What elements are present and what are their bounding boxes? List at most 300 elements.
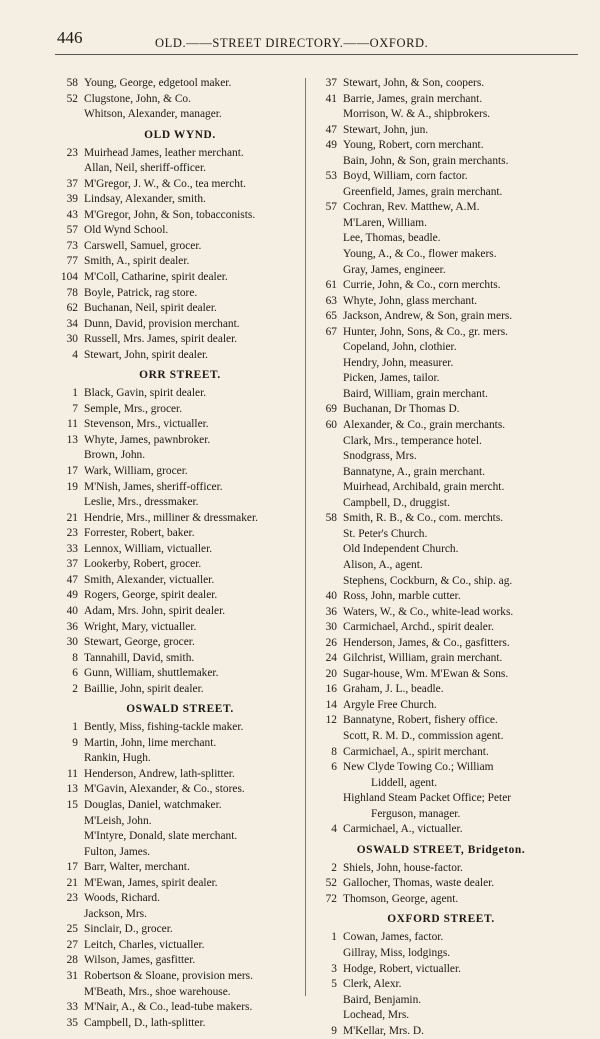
directory-entry xyxy=(314,876,568,892)
directory-entry xyxy=(55,1016,305,1032)
entry-text: Shiels, John, house-factor. xyxy=(343,861,463,874)
house-number xyxy=(55,829,78,845)
house-number xyxy=(314,371,337,387)
entry-text: Greenfield, James, grain merchant. xyxy=(343,185,503,198)
page-number: 446 xyxy=(57,28,83,47)
house-number: 12 xyxy=(325,714,337,727)
entry-text: M'Nish, James, sheriff-officer. xyxy=(84,480,223,493)
directory-entry xyxy=(55,317,305,333)
directory-entry xyxy=(55,922,305,938)
entry-text: Scott, R. M. D., commission agent. xyxy=(343,729,504,742)
house-number xyxy=(55,751,78,767)
entry-text: Clerk, Alexr. xyxy=(343,978,402,991)
entry-text: Picken, James, tailor. xyxy=(343,372,440,385)
directory-entry xyxy=(55,254,305,270)
entry-text: Gillray, Miss, lodgings. xyxy=(343,946,451,959)
house-number: 9 xyxy=(72,736,78,749)
entry-text: Tannahill, David, smith. xyxy=(84,651,195,664)
directory-entry xyxy=(55,208,305,224)
house-number xyxy=(314,480,337,496)
directory-entry xyxy=(314,930,568,946)
entry-text: Lookerby, Robert, grocer. xyxy=(84,558,202,571)
directory-entry xyxy=(55,161,305,177)
house-number xyxy=(314,434,337,450)
entry-text: Smith, R. B., & Co., com. merchts. xyxy=(343,512,504,525)
house-number: 31 xyxy=(66,969,78,982)
house-number: 37 xyxy=(325,77,337,89)
entry-text: Bain, John, & Son, grain merchants. xyxy=(343,154,509,167)
house-number: 53 xyxy=(325,170,337,183)
directory-entry xyxy=(314,574,568,590)
house-number xyxy=(55,814,78,830)
entry-text: Henderson, Andrew, lath-splitter. xyxy=(84,767,235,780)
directory-entry xyxy=(55,736,305,752)
column-divider xyxy=(305,78,306,996)
directory-entry xyxy=(314,185,568,201)
entry-text: Hendry, John, measurer. xyxy=(343,356,454,369)
directory-entry xyxy=(55,433,305,449)
entry-text: Old Wynd School. xyxy=(84,224,169,237)
entry-text: Stewart, John, & Son, coopers. xyxy=(343,77,485,89)
entry-text: Liddell, agent. xyxy=(371,776,438,789)
house-number xyxy=(314,776,337,792)
directory-entry xyxy=(314,589,568,605)
street-heading: OSWALD STREET. xyxy=(126,703,234,716)
house-number: 17 xyxy=(66,465,78,478)
house-number xyxy=(314,1008,337,1024)
house-number xyxy=(314,247,337,263)
house-number: 27 xyxy=(66,938,78,951)
entry-text: Campbell, D., lath-splitter. xyxy=(84,1016,206,1029)
house-number: 6 xyxy=(72,667,78,680)
directory-entry xyxy=(55,348,305,364)
entry-text: Sugar-house, Wm. M'Ewan & Sons. xyxy=(343,667,509,680)
directory-entry xyxy=(314,511,568,527)
directory-entry xyxy=(55,767,305,783)
house-number: 8 xyxy=(72,651,78,664)
house-number xyxy=(55,495,78,511)
directory-entry xyxy=(55,891,305,907)
directory-entry xyxy=(55,402,305,418)
directory-entry xyxy=(314,605,568,621)
house-number: 43 xyxy=(66,208,78,221)
directory-entry xyxy=(55,720,305,736)
house-number: 4 xyxy=(72,348,78,361)
house-number: 39 xyxy=(66,193,78,206)
entry-text: Smith, A., spirit dealer. xyxy=(84,255,190,268)
directory-entry xyxy=(314,340,568,356)
house-number: 63 xyxy=(325,294,337,307)
house-number: 62 xyxy=(66,302,78,315)
directory-entry xyxy=(55,301,305,317)
street-heading: OSWALD STREET, Bridgeton. xyxy=(356,843,526,856)
house-number xyxy=(314,729,337,745)
entry-text: Black, Gavin, spirit dealer. xyxy=(84,387,207,400)
house-number xyxy=(314,993,337,1009)
directory-entry xyxy=(55,985,305,1001)
entry-text: Buchanan, Dr Thomas D. xyxy=(343,403,460,416)
entry-text: Young, Robert, corn merchant. xyxy=(343,139,484,152)
directory-entry xyxy=(314,107,568,123)
house-number: 36 xyxy=(66,620,78,633)
directory-entry xyxy=(314,667,568,683)
entry-text: Alison, A., agent. xyxy=(343,558,423,571)
house-number xyxy=(55,985,78,1001)
house-number: 34 xyxy=(66,317,78,330)
house-number: 5 xyxy=(331,978,337,991)
entry-text: Barr, Walter, merchant. xyxy=(84,861,190,874)
directory-entry xyxy=(314,558,568,574)
house-number: 30 xyxy=(66,636,78,649)
entry-text: Baird, William, grain merchant. xyxy=(343,387,488,400)
house-number xyxy=(314,340,337,356)
entry-text: Graham, J. L., beadle. xyxy=(343,683,444,696)
street-heading: ORR STREET. xyxy=(139,369,221,382)
directory-entry xyxy=(55,526,305,542)
house-number: 61 xyxy=(325,279,337,292)
directory-entry xyxy=(55,464,305,480)
directory-entry xyxy=(55,332,305,348)
entry-text: Carmichael, A., victualler. xyxy=(343,823,463,836)
entry-text: Alexander, & Co., grain merchants. xyxy=(343,419,506,432)
house-number xyxy=(314,465,337,481)
house-number xyxy=(314,154,337,170)
entry-text: Muirhead, Archibald, grain mercht. xyxy=(343,481,505,494)
directory-entry xyxy=(314,977,568,993)
house-number: 40 xyxy=(66,604,78,617)
house-number: 37 xyxy=(66,558,78,571)
directory-entry xyxy=(55,223,305,239)
house-number xyxy=(314,496,337,512)
running-head: OLD.——STREET DIRECTORY.——OXFORD. xyxy=(155,36,429,50)
directory-entry xyxy=(314,861,568,877)
directory-entry xyxy=(314,418,568,434)
house-number: 30 xyxy=(66,333,78,346)
entry-text: Hunter, John, Sons, & Co., gr. mers. xyxy=(343,325,509,338)
entry-text: Cochran, Rev. Matthew, A.M. xyxy=(343,201,480,214)
entry-text: Lennox, William, victualler. xyxy=(84,542,213,555)
directory-entry xyxy=(314,92,568,108)
house-number: 7 xyxy=(72,402,78,415)
directory-entry xyxy=(314,946,568,962)
directory-entry xyxy=(314,169,568,185)
entry-text: Robertson & Sloane, provision mers. xyxy=(84,969,253,982)
entry-text: New Clyde Towing Co.; William xyxy=(343,761,494,774)
house-number: 3 xyxy=(331,962,337,975)
house-number: 23 xyxy=(66,146,78,159)
entry-text: Clark, Mrs., temperance hotel. xyxy=(343,434,482,447)
entry-text: Stewart, George, grocer. xyxy=(84,636,195,649)
directory-entry xyxy=(314,698,568,714)
directory-entry xyxy=(314,247,568,263)
directory-entry xyxy=(314,434,568,450)
directory-entry xyxy=(55,588,305,604)
directory-entry xyxy=(55,270,305,286)
entry-text: Morrison, W. & A., shipbrokers. xyxy=(343,108,491,121)
house-number: 8 xyxy=(331,745,337,758)
directory-entry xyxy=(55,782,305,798)
entry-text: Cowan, James, factor. xyxy=(343,931,444,944)
entry-text: Whyte, John, glass merchant. xyxy=(343,294,478,307)
entry-text: M'Nair, A., & Co., lead-tube makers. xyxy=(84,1001,253,1014)
directory-entry xyxy=(55,92,305,108)
entry-text: Campbell, D., druggist. xyxy=(343,496,450,509)
directory-entry xyxy=(314,154,568,170)
directory-entry xyxy=(314,760,568,776)
directory-entry xyxy=(55,798,305,814)
house-number xyxy=(314,231,337,247)
house-number: 21 xyxy=(66,876,78,889)
directory-entry xyxy=(314,822,568,838)
house-number xyxy=(314,946,337,962)
entry-text: Stewart, John, jun. xyxy=(343,123,429,136)
directory-entry xyxy=(55,953,305,969)
directory-entry xyxy=(314,892,568,908)
entry-text: Wilson, James, gasfitter. xyxy=(84,954,196,967)
house-number xyxy=(314,387,337,403)
entry-text: M'Leish, John. xyxy=(84,814,152,827)
right-column xyxy=(314,76,568,1039)
directory-entry xyxy=(314,480,568,496)
house-number: 14 xyxy=(325,698,337,711)
entry-text: Whitson, Alexander, manager. xyxy=(84,108,222,121)
entry-text: Carmichael, A., spirit merchant. xyxy=(343,745,489,758)
directory-entry xyxy=(314,496,568,512)
directory-entry xyxy=(314,231,568,247)
entry-text: Snodgrass, Mrs. xyxy=(343,450,417,463)
entry-text: M'Gavin, Alexander, & Co., stores. xyxy=(84,783,245,796)
entry-text: Adam, Mrs. John, spirit dealer. xyxy=(84,604,226,617)
entry-text: Allan, Neil, sheriff-officer. xyxy=(84,162,206,175)
entry-text: Sinclair, D., grocer. xyxy=(84,923,173,936)
directory-entry xyxy=(55,480,305,496)
street-heading: OLD WYND. xyxy=(144,128,216,141)
house-number: 17 xyxy=(66,861,78,874)
entry-text: M'Gregor, John, & Son, tobacconists. xyxy=(84,208,256,221)
entry-text: Rankin, Hugh. xyxy=(84,752,151,765)
house-number: 73 xyxy=(66,239,78,252)
directory-entry xyxy=(55,651,305,667)
directory-entry xyxy=(314,776,568,792)
directory-entry xyxy=(314,123,568,139)
entry-text: Currie, John, & Co., corn merchts. xyxy=(343,279,501,292)
entry-text: Boyd, William, corn factor. xyxy=(343,170,468,183)
house-number: 72 xyxy=(325,892,337,905)
entry-text: Lindsay, Alexander, smith. xyxy=(84,193,206,206)
entry-text: Jackson, Mrs. xyxy=(84,907,147,920)
house-number: 69 xyxy=(325,403,337,416)
entry-text: Jackson, Andrew, & Son, grain mers. xyxy=(343,310,513,323)
entry-text: Carmichael, Archd., spirit dealer. xyxy=(343,621,494,634)
entry-text: M'Ewan, James, spirit dealer. xyxy=(84,876,218,889)
directory-entry xyxy=(55,557,305,573)
directory-entry xyxy=(314,325,568,341)
entry-text: Henderson, James, & Co., gasfitters. xyxy=(343,636,510,649)
directory-entry xyxy=(314,527,568,543)
house-number: 57 xyxy=(66,224,78,237)
entry-text: Waters, W., & Co., white-lead works. xyxy=(343,605,514,618)
directory-entry xyxy=(314,465,568,481)
directory-entry xyxy=(314,1024,568,1039)
directory-entry xyxy=(314,294,568,310)
directory-entry xyxy=(314,807,568,823)
left-column xyxy=(55,76,305,1031)
directory-entry xyxy=(314,200,568,216)
entry-text: Hodge, Robert, victualler. xyxy=(343,962,461,975)
entry-text: Smith, Alexander, victualler. xyxy=(84,573,215,586)
entry-text: Highland Steam Packet Office; Peter xyxy=(343,792,512,805)
house-number: 58 xyxy=(325,512,337,525)
entry-text: Stevenson, Mrs., victualler. xyxy=(84,418,209,431)
directory-entry xyxy=(55,417,305,433)
house-number xyxy=(314,807,337,823)
house-number: 15 xyxy=(66,798,78,811)
entry-text: Gilchrist, William, grain merchant. xyxy=(343,652,503,665)
house-number: 35 xyxy=(66,1016,78,1029)
directory-entry xyxy=(314,729,568,745)
house-number: 1 xyxy=(331,931,337,944)
directory-entry xyxy=(314,651,568,667)
entry-text: Argyle Free Church. xyxy=(343,698,437,711)
directory-entry xyxy=(314,962,568,978)
entry-text: Gray, James, engineer. xyxy=(343,263,446,276)
house-number: 49 xyxy=(325,139,337,152)
directory-entry xyxy=(314,263,568,279)
directory-entry xyxy=(55,386,305,402)
house-number: 49 xyxy=(66,589,78,602)
house-number: 41 xyxy=(325,92,337,105)
house-number: 28 xyxy=(66,954,78,967)
house-number: 11 xyxy=(67,767,78,780)
directory-entry xyxy=(55,829,305,845)
house-number xyxy=(314,263,337,279)
entry-text: Carswell, Samuel, grocer. xyxy=(84,239,202,252)
entry-text: Lee, Thomas, beadle. xyxy=(343,232,441,245)
entry-text: Bannatyne, Robert, fishery office. xyxy=(343,714,498,727)
directory-entry xyxy=(55,635,305,651)
directory-entry xyxy=(314,620,568,636)
directory-entry xyxy=(55,107,305,123)
directory-entry xyxy=(55,495,305,511)
directory-entry xyxy=(55,1000,305,1016)
directory-entry xyxy=(55,177,305,193)
entry-text: Rogers, George, spirit dealer. xyxy=(84,589,218,602)
directory-entry xyxy=(314,387,568,403)
entry-text: Stephens, Cockburn, & Co., ship. ag. xyxy=(343,574,513,587)
directory-entry xyxy=(314,309,568,325)
directory-entry xyxy=(55,146,305,162)
house-number xyxy=(314,356,337,372)
entry-text: M'Intyre, Donald, slate merchant. xyxy=(84,830,238,843)
directory-entry xyxy=(55,448,305,464)
entry-text: Douglas, Daniel, watchmaker. xyxy=(84,798,222,811)
entry-text: Stewart, John, spirit dealer. xyxy=(84,348,209,361)
entry-text: Lochead, Mrs. xyxy=(343,1009,410,1022)
directory-entry xyxy=(314,636,568,652)
house-number: 78 xyxy=(66,286,78,299)
directory-entry xyxy=(314,356,568,372)
directory-entry xyxy=(55,666,305,682)
house-number: 16 xyxy=(325,683,337,696)
entry-text: Martin, John, lime merchant. xyxy=(84,736,217,749)
house-number: 6 xyxy=(331,761,337,774)
directory-entry xyxy=(55,620,305,636)
house-number: 23 xyxy=(66,527,78,540)
directory-entry xyxy=(55,76,305,92)
entry-text: Old Independent Church. xyxy=(343,543,459,556)
entry-text: Thomson, George, agent. xyxy=(343,892,459,905)
directory-entry xyxy=(55,860,305,876)
directory-entry xyxy=(314,278,568,294)
house-number xyxy=(55,448,78,464)
entry-text: Bently, Miss, fishing-tackle maker. xyxy=(84,721,244,734)
house-number: 58 xyxy=(66,77,78,89)
entry-text: Bannatyne, A., grain merchant. xyxy=(343,465,486,478)
directory-entry xyxy=(314,402,568,418)
house-number: 37 xyxy=(66,177,78,190)
header-rule xyxy=(55,54,578,55)
house-number: 36 xyxy=(325,605,337,618)
directory-entry xyxy=(314,216,568,232)
directory-entry xyxy=(55,511,305,527)
house-number: 52 xyxy=(325,877,337,890)
directory-entry xyxy=(314,542,568,558)
entry-text: Young, George, edgetool maker. xyxy=(84,77,232,89)
house-number: 47 xyxy=(66,573,78,586)
house-number: 67 xyxy=(325,325,337,338)
entry-text: M'Coll, Catharine, spirit dealer. xyxy=(84,271,228,284)
entry-text: Baillie, John, spirit dealer. xyxy=(84,682,204,695)
house-number xyxy=(55,907,78,923)
house-number xyxy=(314,791,337,807)
entry-text: Gallocher, Thomas, waste dealer. xyxy=(343,877,495,890)
entry-text: Woods, Richard. xyxy=(84,892,160,905)
house-number xyxy=(314,185,337,201)
entry-text: St. Peter's Church. xyxy=(343,527,428,540)
house-number xyxy=(314,216,337,232)
entry-text: Brown, John. xyxy=(84,449,146,462)
entry-text: Buchanan, Neil, spirit dealer. xyxy=(84,302,217,315)
house-number: 13 xyxy=(66,433,78,446)
directory-entry xyxy=(55,751,305,767)
house-number: 26 xyxy=(325,636,337,649)
house-number: 30 xyxy=(325,621,337,634)
house-number: 20 xyxy=(325,667,337,680)
directory-entry xyxy=(55,969,305,985)
directory-entry xyxy=(55,938,305,954)
directory-entry xyxy=(55,192,305,208)
house-number: 19 xyxy=(66,480,78,493)
house-number: 104 xyxy=(60,271,78,284)
entry-text: Young, A., & Co., flower makers. xyxy=(343,248,497,261)
house-number: 25 xyxy=(66,923,78,936)
directory-entry xyxy=(55,573,305,589)
house-number: 21 xyxy=(66,511,78,524)
house-number xyxy=(55,107,78,123)
house-number: 1 xyxy=(72,721,78,734)
house-number: 11 xyxy=(67,418,78,431)
entry-text: Leslie, Mrs., dressmaker. xyxy=(84,496,199,509)
house-number: 47 xyxy=(325,123,337,136)
entry-text: Leitch, Charles, victualler. xyxy=(84,938,205,951)
entry-text: Wright, Mary, victualler. xyxy=(84,620,197,633)
directory-entry xyxy=(314,993,568,1009)
directory-entry xyxy=(314,76,568,92)
directory-entry xyxy=(55,845,305,861)
entry-text: Barrie, James, grain merchant. xyxy=(343,92,483,105)
house-number: 57 xyxy=(325,201,337,214)
house-number: 13 xyxy=(66,783,78,796)
